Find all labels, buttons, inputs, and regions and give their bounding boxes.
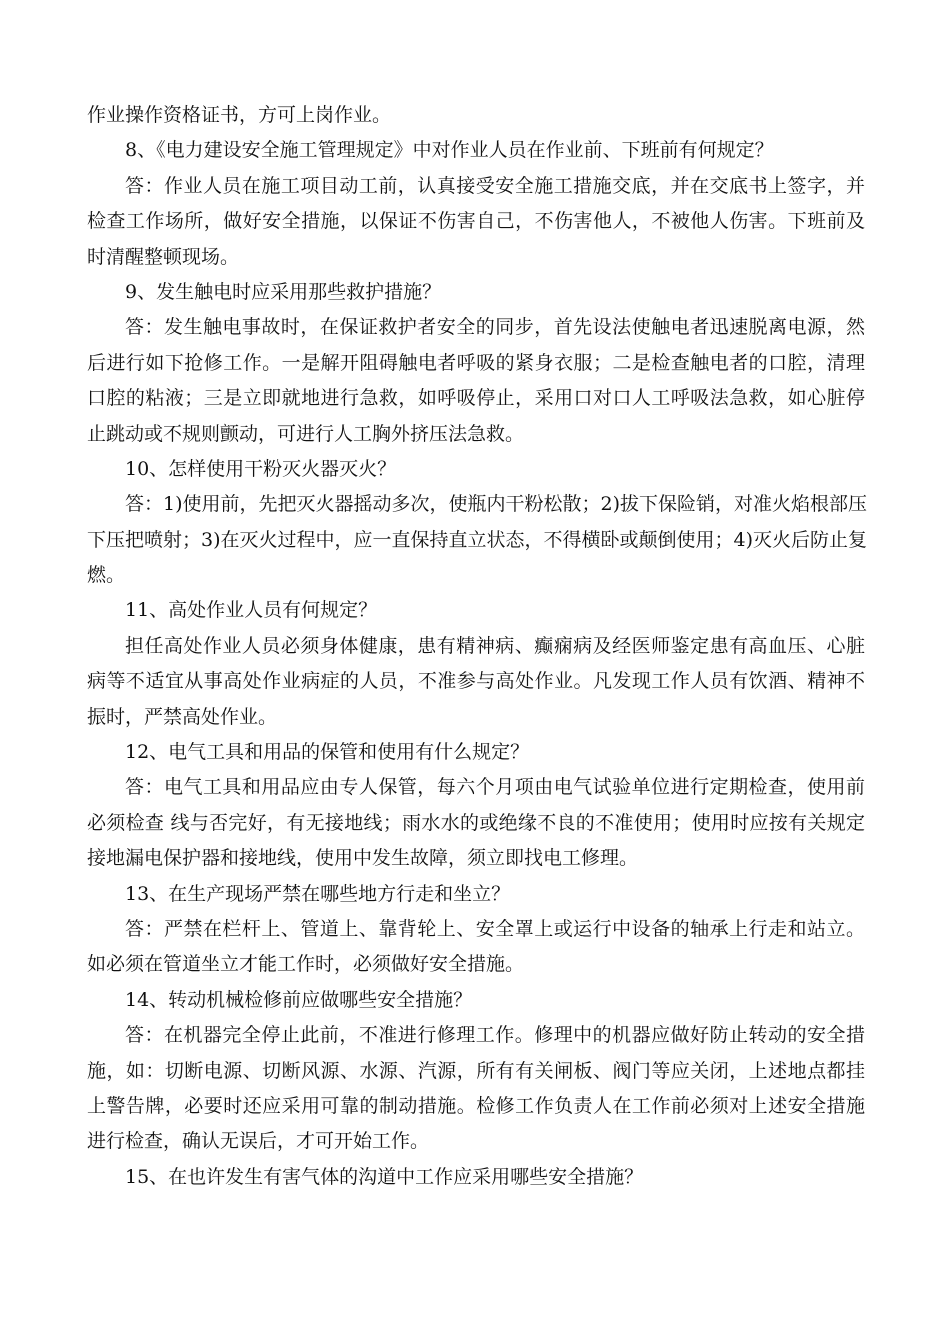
text-line: 燃。: [87, 564, 126, 587]
text-line: 必须检查 线与否完好，有无接地线；雨水水的或绝缘不良的不准使用；使用时应按有关规定: [87, 811, 865, 834]
text-line: 接地漏电保护器和接地线，使用中发生故障，须立即找电工修理。: [87, 847, 639, 870]
text-line: 进行检查，确认无误后，才可开始工作。: [87, 1130, 430, 1153]
text-line: 答：严禁在栏杆上、管道上、靠背轮上、安全罩上或运行中设备的轴承上行走和站立。: [125, 917, 865, 940]
text-line: 14、转动机械检修前应做哪些安全措施？: [125, 988, 473, 1011]
text-line: 8、《电力建设安全施工管理规定》中对作业人员在作业前、下班前有何规定？: [125, 139, 774, 162]
text-line: 振时，严禁高处作业。: [87, 705, 278, 728]
text-line: 10、怎样使用干粉灭火器灭火？: [125, 457, 397, 480]
text-line: 答：电气工具和用品应由专人保管，每六个月项由电气试验单位进行定期检查，使用前: [125, 776, 865, 799]
text-line: 担任高处作业人员必须身体健康，患有精神病、癫痫病及经医师鉴定患有高血压、心脏: [125, 634, 865, 657]
text-line: 答：作业人员在施工项目动工前，认真接受安全施工措施交底，并在交底书上签字，并: [125, 174, 865, 197]
text-line: 病等不适宜从事高处作业病症的人员，不准参与高处作业。凡发现工作人员有饮酒、精神不: [87, 670, 865, 693]
text-line: 作业操作资格证书，方可上岗作业。: [87, 104, 392, 126]
text-line: 施，如：切断电源、切断风源、水源、汽源，所有有关闸板、阀门等应关闭，上述地点都挂: [87, 1059, 865, 1082]
text-line: 下压把喷射；3)在灭火过程中，应一直保持直立状态，不得横卧或颠倒使用；4)灭火后防止复: [87, 528, 868, 551]
document-page: [87, 98, 868, 1195]
text-line: 答：发生触电事故时，在保证救护者安全的同步，首先设法使触电者迅速脱离电源，然: [125, 316, 865, 339]
text-line: 12、电气工具和用品的保管和使用有什么规定？: [125, 741, 530, 764]
text-line: 如必须在管道坐立才能工作时，必须做好安全措施。: [87, 953, 525, 976]
text-line: 答：1)使用前，先把灭火器摇动多次，使瓶内干粉松散；2)拔下保险销，对准火焰根部压: [125, 493, 868, 516]
text-line: 上警告牌，必要时还应采用可靠的制动措施。检修工作负责人在工作前必须对上述安全措施: [87, 1094, 865, 1117]
text-line: 检查工作场所，做好安全措施，以保证不伤害自己，不伤害他人，不被他人伤害。下班前及: [87, 210, 865, 233]
text-line: 9、发生触电时应采用那些救护措施？: [125, 280, 442, 303]
text-line: 后进行如下抢修工作。一是解开阻碍触电者呼吸的紧身衣服；二是检查触电者的口腔，清理: [87, 351, 865, 374]
text-line: 口腔的粘液；三是立即就地进行急救，如呼吸停止，采用口对口人工呼吸法急救，如心脏停: [87, 387, 865, 410]
text-line: 13、在生产现场严禁在哪些地方行走和坐立？: [125, 882, 511, 905]
text-line: 15、在也许发生有害气体的沟道中工作应采用哪些安全措施？: [125, 1165, 644, 1188]
text-line: 止跳动或不规则颤动，可进行人工胸外挤压法急救。: [87, 422, 525, 445]
text-line: 11、高处作业人员有何规定？: [125, 599, 378, 622]
text-line: 答：在机器完全停止此前，不准进行修理工作。修理中的机器应做好防止转动的安全措: [125, 1024, 865, 1047]
text-line: 时清醒整顿现场。: [87, 245, 240, 268]
